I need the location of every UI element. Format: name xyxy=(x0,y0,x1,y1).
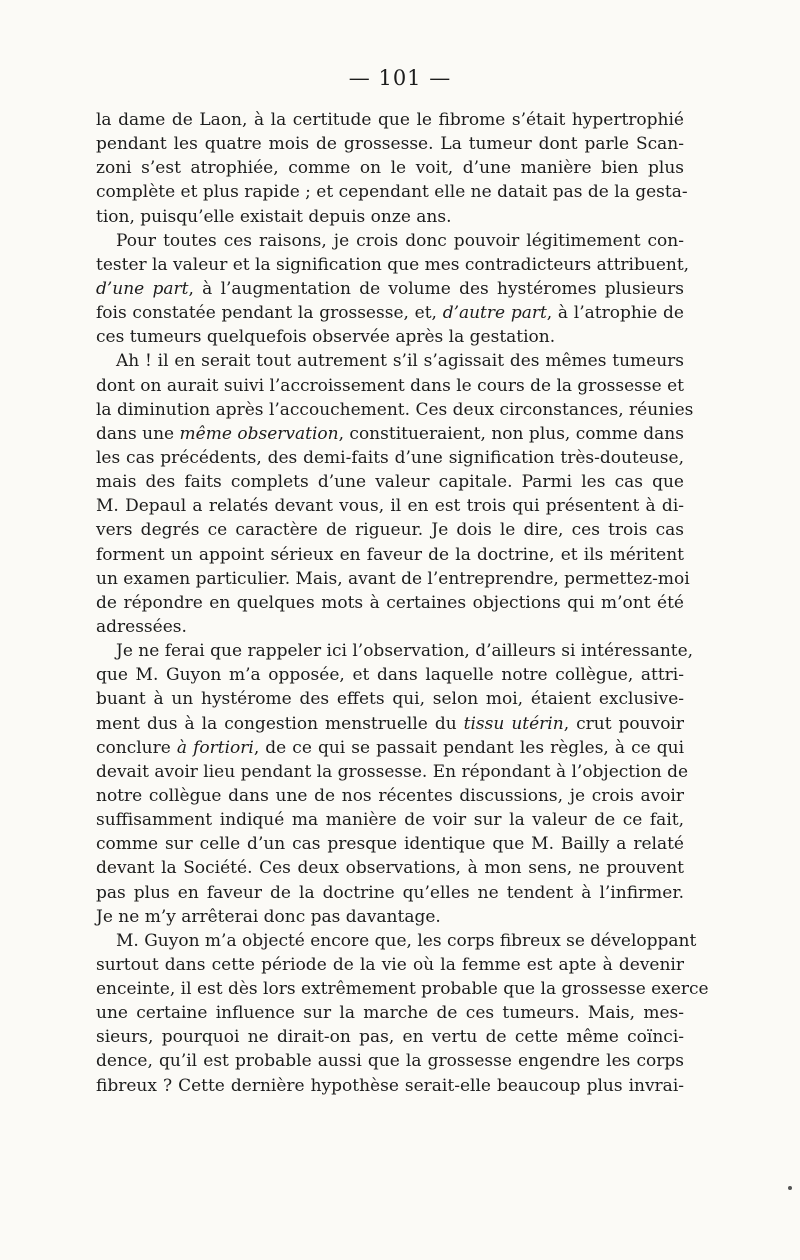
text-line xyxy=(96,905,684,929)
text-line xyxy=(96,712,684,736)
text-run: Pour toutes ces raisons, je crois donc pouvoir légitimement con- xyxy=(116,230,684,251)
text-line xyxy=(96,277,684,301)
text-line xyxy=(96,736,684,760)
text-run: ment dus à la congestion menstruelle du xyxy=(96,713,464,734)
text-line xyxy=(96,760,689,784)
text-run: devant la Société. Ces deux observations, à mon sens, ne prouvent xyxy=(96,858,684,879)
text-run: M. Depaul a relatés devant vous, il en est trois qui présentent à di- xyxy=(96,496,684,517)
text-line xyxy=(96,784,684,808)
italic-text: même observation xyxy=(179,423,339,444)
text-line xyxy=(96,1049,684,1073)
text-line xyxy=(96,180,688,204)
text-run: enceinte, il est dès lors extrêmement probable que la grossesse exerce xyxy=(96,979,709,1000)
text-run: dans une xyxy=(96,423,180,444)
text-run: , à l’atrophie de xyxy=(546,303,684,324)
text-line xyxy=(96,422,684,446)
text-line xyxy=(96,325,684,349)
text-line xyxy=(96,591,684,615)
text-line xyxy=(96,543,684,567)
text-run: la diminution après l’accouchement. Ces deux circonstances, réunies xyxy=(96,399,694,420)
text-run: tion, puisqu’elle existait depuis onze ans. xyxy=(96,206,452,227)
italic-text: à fortiori xyxy=(176,737,254,758)
italic-text: tissu utérin xyxy=(463,713,564,734)
text-run: vers degrés ce caractère de rigueur. Je dois le dire, ces trois cas xyxy=(96,520,684,541)
text-run: dont on aurait suivi l’accroissement dans le cours de la grossesse et xyxy=(96,375,684,396)
text-run: zoni s’est atrophiée, comme on le voit, d’une manière bien plus xyxy=(96,158,684,179)
text-line xyxy=(96,953,684,977)
text-line xyxy=(96,446,684,470)
text-line xyxy=(96,977,709,1001)
text-line xyxy=(96,132,684,156)
page-number: — 101 — xyxy=(348,66,452,90)
text-line xyxy=(96,639,694,663)
text-run: , crut pouvoir xyxy=(563,713,684,734)
text-run: les cas précédents, des demi-faits d’une signification très-douteuse, xyxy=(96,447,684,468)
text-run: pendant les quatre mois de grossesse. La tumeur dont parle Scan- xyxy=(96,134,684,155)
text-run: , de ce qui se passait pendant les règles, à ce qui xyxy=(253,737,685,758)
text-line xyxy=(96,374,684,398)
text-line xyxy=(96,663,684,687)
text-run: fibreux ? Cette dernière hypothèse serait-elle beaucoup plus invrai- xyxy=(96,1075,684,1096)
text-line xyxy=(96,349,684,373)
text-run: Ah ! il en serait tout autrement s’il s’agissait des mêmes tumeurs xyxy=(116,351,684,372)
text-line xyxy=(96,832,684,856)
text-run: mais des faits complets d’une valeur capitale. Parmi les cas que xyxy=(96,472,684,493)
text-run: forment un appoint sérieux en faveur de la doctrine, et ils méritent xyxy=(96,544,684,565)
text-line xyxy=(96,856,684,880)
text-line xyxy=(96,205,684,229)
text-run: notre collègue dans une de nos récentes discussions, je crois avoir xyxy=(96,785,684,806)
text-run: adressées. xyxy=(96,616,187,637)
paper-speck xyxy=(788,1186,792,1190)
text-run: comme sur celle d’un cas presque identique que M. Bailly a relaté xyxy=(96,834,684,855)
text-run: sieurs, pourquoi ne dirait-on pas, en vertu de cette même coïnci- xyxy=(96,1027,684,1048)
text-run: suffisamment indiqué ma manière de voir sur la valeur de ce fait, xyxy=(96,810,684,831)
text-line xyxy=(96,470,684,494)
text-line xyxy=(96,253,690,277)
text-run: ces tumeurs quelquefois observée après la gestation. xyxy=(96,327,556,348)
text-run: buant à un hystérome des effets qui, selon moi, étaient exclusive- xyxy=(96,689,684,710)
text-run: Je ne m’y arrêterai donc pas davantage. xyxy=(96,906,441,927)
text-run: conclure xyxy=(96,737,177,758)
text-line xyxy=(96,494,684,518)
text-line xyxy=(96,808,684,832)
italic-text: d’une part xyxy=(96,278,189,299)
text-run: Je ne ferai que rappeler ici l’observation, d’ailleurs si intéressante, xyxy=(116,641,694,662)
text-run: tester la valeur et la signification que mes contradicteurs attribuent, xyxy=(96,254,690,275)
text-line xyxy=(96,156,684,180)
text-run: que M. Guyon m’a opposée, et dans laquelle notre collègue, attri- xyxy=(96,665,684,686)
text-line xyxy=(96,881,684,905)
text-run: , à l’augmentation de volume des hystéromes plusieurs xyxy=(188,278,685,299)
text-line xyxy=(96,1025,684,1049)
text-line xyxy=(96,1001,684,1025)
text-line xyxy=(96,108,684,132)
text-run: pas plus en faveur de la doctrine qu’elles ne tendent à l’infirmer. xyxy=(96,882,684,903)
text-run: fois constatée pendant la grossesse, et, xyxy=(96,303,443,324)
text-line xyxy=(96,929,697,953)
text-run: la dame de Laon, à la certitude que le fibrome s’était hypertrophié xyxy=(96,110,684,130)
text-line xyxy=(96,229,684,253)
text-line xyxy=(96,301,684,325)
text-run: surtout dans cette période de la vie où la femme est apte à devenir xyxy=(96,954,684,975)
text-line xyxy=(96,615,684,639)
text-line xyxy=(96,518,684,542)
text-line xyxy=(96,1074,684,1098)
text-run: devait avoir lieu pendant la grossesse. En répondant à l’objection de xyxy=(96,761,689,782)
text-run: complète et plus rapide ; et cependant elle ne datait pas de la gesta- xyxy=(96,182,688,203)
text-run: une certaine influence sur la marche de ces tumeurs. Mais, mes- xyxy=(96,1003,684,1024)
text-run: un examen particulier. Mais, avant de l’entreprendre, permettez-moi xyxy=(96,568,690,589)
text-line xyxy=(96,398,694,422)
text-line xyxy=(96,567,690,591)
text-run: dence, qu’il est probable aussi que la grossesse engendre les corps xyxy=(96,1051,684,1072)
text-run: M. Guyon m’a objecté encore que, les corps fibreux se développant xyxy=(116,930,697,951)
text-run: , constitueraient, non plus, comme dans xyxy=(338,423,684,444)
body-text xyxy=(96,108,709,1098)
text-run: de répondre en quelques mots à certaines objections qui m’ont été xyxy=(96,592,684,613)
text-line xyxy=(96,687,684,711)
italic-text: d’autre part xyxy=(442,303,547,324)
